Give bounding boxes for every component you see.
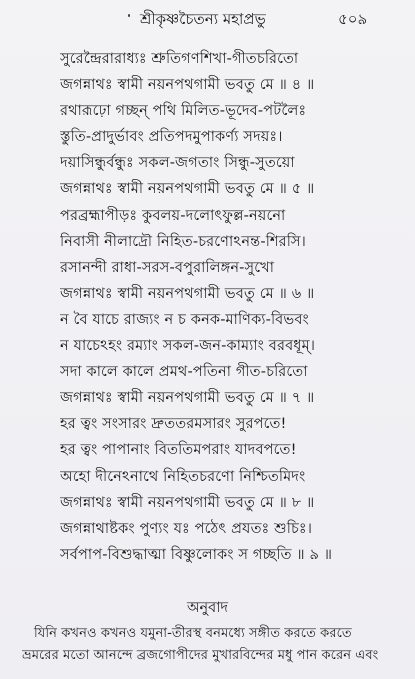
verse-line: দয়াসিন্ধুর্বন্ধুঃ সকল-জগতাং সিন্ধু-সুতয়ো [60,154,295,172]
page-header [0,6,415,32]
verse-line: হর ত্বং পাপানাং বিততিমপরাং যাদবপতে! [60,441,297,459]
translation-heading: অনুবাদ [186,600,229,616]
page-number: ৫০৯ [338,10,368,28]
verse-line: স্তুতি-প্রাদুর্ভাবং প্রতিপদমুপাকর্ণ্য সদয়ঃ। [60,128,283,146]
verse-line: সর্বপাপ-বিশুদ্ধাত্মা বিষ্ণুলোকং স গচ্ছতি ॥ ৯ ॥ [60,545,333,563]
verse-line: রসানন্দী রাধা-সরস-বপুরালিঙ্গন-সুখো [60,258,275,276]
verse-line: রথারূঢ়ো গচ্ছন্ পথি মিলিত-ভূদেব-পটলৈঃ [60,102,307,120]
translation-line: ভ্রমরের মতো আনন্দে ব্রজগোপীদের মুখারবিন্দের মধু পান করেন এবং [22,648,379,663]
verse-line: জগন্নাথঃ স্বামী নয়নপথগামী ভবতু মে ॥ ৮ ॥ [60,493,315,511]
verse-line: জগন্নাথঃ স্বামী নয়নপথগামী ভবতু মে ॥ ৭ ॥ [60,389,315,407]
running-title: শ্রীকৃষ্ণচৈতন্য মহাপ্রভু [140,10,266,28]
verse-line: পরব্রহ্মাপীড়ঃ কুবলয়-দলোৎফুল্ল-নয়নো [60,206,286,224]
verse-block [60,46,405,568]
verse-line: জগন্নাথঃ স্বামী নয়নপথগামী ভবতু মে ॥ ৫ ॥ [60,180,315,198]
verse-line: ন বৈ যাচে রাজ্যং ন চ কনক-মাণিক্য-বিভবং [60,310,309,328]
translation-paragraph [24,623,409,667]
verse-line: সদা কালে কালে প্রমথ-পতিনা গীত-চরিতো [60,363,308,381]
verse-line: জগন্নাথাষ্টকং পুণ্যং যঃ পঠেৎ প্রযতঃ শুচিঃ। [60,519,313,537]
verse-line: জগন্নাথঃ স্বামী নয়নপথগামী ভবতু মে ॥ ৪ ॥ [60,76,315,94]
verse-line: জগন্নাথঃ স্বামী নয়নপথগামী ভবতু মে ॥ ৬ ॥ [60,284,315,302]
verse-line: ন যাচেঽহং রম্যাং সকল-জন-কাম্যাং বরবধূম্। [60,337,316,355]
verse-line: হর ত্বং সংসারং দ্রুততরমসারং সুরপতে! [60,415,287,433]
verse-line: নিবাসী নীলাদ্রৌ নিহিত-চরণোঽনন্ত-শিরসি। [60,232,306,250]
translation-line: যিনি কখনও কখনও যমুনা-তীরস্থ বনমধ্যে সঙ্গীত করতে করতে [34,626,352,641]
verse-line: অহো দীনেঽনাথে নিহিতচরণো নিশ্চিতমিদং [60,467,306,485]
verse-line: সুরেন্দ্রৈরারাধ্যঃ শ্রুতিগণশিখা-গীতচরিতো [60,50,299,67]
